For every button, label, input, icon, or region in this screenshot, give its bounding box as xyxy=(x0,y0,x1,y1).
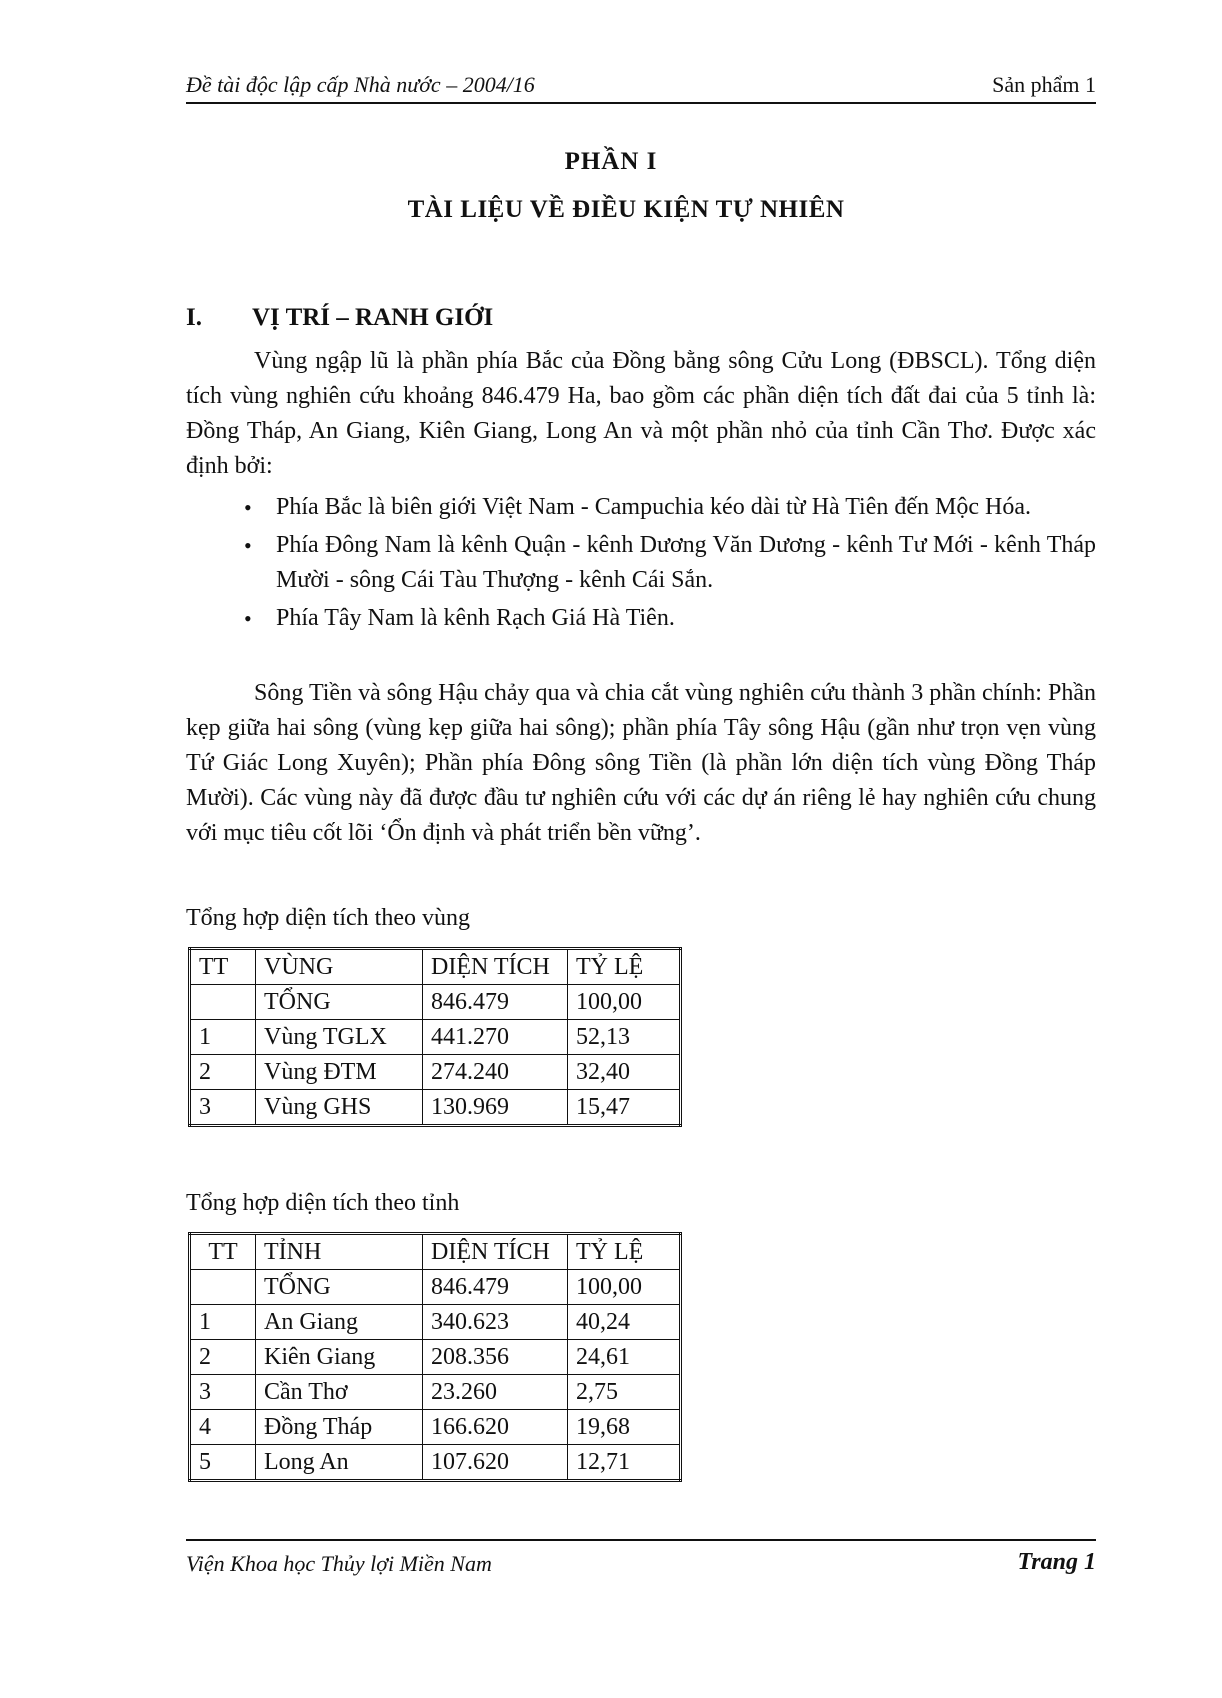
table-row xyxy=(190,1305,681,1340)
region-area-table xyxy=(188,947,682,1127)
table-cell: 166.620 xyxy=(423,1410,568,1445)
table-cell: 3 xyxy=(190,1090,256,1126)
table-cell: 15,47 xyxy=(568,1090,681,1126)
table-row xyxy=(190,1055,681,1090)
table-cell: An Giang xyxy=(256,1305,423,1340)
table-cell: 1 xyxy=(190,1305,256,1340)
table-row xyxy=(190,1340,681,1375)
table-cell: 1 xyxy=(190,1020,256,1055)
table-cell: 2 xyxy=(190,1340,256,1375)
header-project-title: Đề tài độc lập cấp Nhà nước – 2004/16 xyxy=(186,72,535,97)
intro-paragraph: Vùng ngập lũ là phần phía Bắc của Đồng bằng sông Cửu Long (ĐBSCL). Tổng diện tích vùng nghiên cứu khoảng 846.479 Ha, bao gồm các phần diện tích đất đai của 5 tỉnh là: Đồng Tháp, An Giang, Kiên Giang, Long An và một phần nhỏ của tỉnh Cần Thơ. Được xác định bởi: xyxy=(186,348,1096,479)
table-cell: 3 xyxy=(190,1375,256,1410)
section-title: VỊ TRÍ – RANH GIỚI xyxy=(252,304,494,331)
column-header-ratio: TỶ LỆ xyxy=(568,1234,681,1270)
boundary-list xyxy=(244,490,1096,639)
list-item: • Phía Đông Nam là kênh Quận - kênh Dương Văn Dương - kênh Tư Mới - kênh Tháp Mười - sông Cái Tàu Thượng - kênh Cái Sắn. xyxy=(244,528,1096,598)
part-subtitle: TÀI LIỆU VỀ ĐIỀU KIỆN TỰ NHIÊN xyxy=(407,196,845,223)
table-cell: 2 xyxy=(190,1055,256,1090)
table-cell: 107.620 xyxy=(423,1445,568,1481)
table-cell: TỔNG xyxy=(256,1270,423,1305)
table-cell: 40,24 xyxy=(568,1305,681,1340)
page-number: Trang 1 xyxy=(1017,1549,1096,1575)
part-title: PHẦN I xyxy=(564,148,658,175)
table-cell: 100,00 xyxy=(568,985,681,1020)
table-cell: Cần Thơ xyxy=(256,1375,423,1410)
column-header-tt: TT xyxy=(190,949,256,985)
table-cell: Vùng TGLX xyxy=(256,1020,423,1055)
table-row xyxy=(190,1410,681,1445)
table-cell: 19,68 xyxy=(568,1410,681,1445)
table-cell: Vùng ĐTM xyxy=(256,1055,423,1090)
column-header-area: DIỆN TÍCH xyxy=(423,1234,568,1270)
column-header-province: TỈNH xyxy=(256,1234,423,1270)
list-item: • Phía Bắc là biên giới Việt Nam - Campuchia kéo dài từ Hà Tiên đến Mộc Hóa. xyxy=(244,490,1096,525)
table-row xyxy=(190,1445,681,1481)
table-caption-region: Tổng hợp diện tích theo vùng xyxy=(186,905,470,931)
table-header-row xyxy=(190,1234,681,1270)
page-footer xyxy=(186,1539,1096,1581)
page-header xyxy=(186,68,1096,104)
column-header-tt: TT xyxy=(190,1234,256,1270)
table-cell: 2,75 xyxy=(568,1375,681,1410)
table-cell: 340.623 xyxy=(423,1305,568,1340)
table-cell: 12,71 xyxy=(568,1445,681,1481)
table-cell: TỔNG xyxy=(256,985,423,1020)
province-area-table xyxy=(188,1232,682,1482)
header-product-label: Sản phẩm 1 xyxy=(992,72,1096,97)
table-total-row xyxy=(190,1270,681,1305)
table-cell: 32,40 xyxy=(568,1055,681,1090)
table-cell: 274.240 xyxy=(423,1055,568,1090)
table-caption-province: Tổng hợp diện tích theo tỉnh xyxy=(186,1190,460,1216)
table-cell: 100,00 xyxy=(568,1270,681,1305)
table-cell: 846.479 xyxy=(423,985,568,1020)
column-header-ratio: TỶ LỆ xyxy=(568,949,681,985)
table-cell: 4 xyxy=(190,1410,256,1445)
table-cell: Long An xyxy=(256,1445,423,1481)
table-header-row xyxy=(190,949,681,985)
column-header-region: VÙNG xyxy=(256,949,423,985)
table-cell: 5 xyxy=(190,1445,256,1481)
table-row xyxy=(190,1090,681,1126)
table-row xyxy=(190,1375,681,1410)
table-row xyxy=(190,1020,681,1055)
table-cell: 208.356 xyxy=(423,1340,568,1375)
list-item: • Phía Tây Nam là kênh Rạch Giá Hà Tiên. xyxy=(244,601,1096,636)
table-cell: Đồng Tháp xyxy=(256,1410,423,1445)
table-cell: 441.270 xyxy=(423,1020,568,1055)
section-number: I. xyxy=(186,304,202,331)
table-cell: 24,61 xyxy=(568,1340,681,1375)
table-total-row xyxy=(190,985,681,1020)
section-heading xyxy=(186,304,493,332)
table-cell: Kiên Giang xyxy=(256,1340,423,1375)
column-header-area: DIỆN TÍCH xyxy=(423,949,568,985)
table-cell: 52,13 xyxy=(568,1020,681,1055)
footer-institute: Viện Khoa học Thủy lợi Miền Nam xyxy=(186,1551,492,1576)
table-cell xyxy=(190,1270,256,1305)
table-cell: 130.969 xyxy=(423,1090,568,1126)
rivers-paragraph: Sông Tiền và sông Hậu chảy qua và chia cắt vùng nghiên cứu thành 3 phần chính: Phần kẹp giữa hai sông (vùng kẹp giữa hai sông); phần phía Tây sông Hậu (gần như trọn vẹn vùng Tứ Giác Long Xuyên); Phần phía Đông sông Tiền (là phần lớn diện tích vùng Đồng Tháp Mười). Các vùng này đã được đầu tư nghiên cứu với các dự án riêng lẻ hay nghiên cứu chung với mục tiêu cốt lõi ‘Ổn định và phát triển bền vững’. xyxy=(186,680,1096,846)
table-cell: 846.479 xyxy=(423,1270,568,1305)
table-cell xyxy=(190,985,256,1020)
table-cell: Vùng GHS xyxy=(256,1090,423,1126)
table-cell: 23.260 xyxy=(423,1375,568,1410)
